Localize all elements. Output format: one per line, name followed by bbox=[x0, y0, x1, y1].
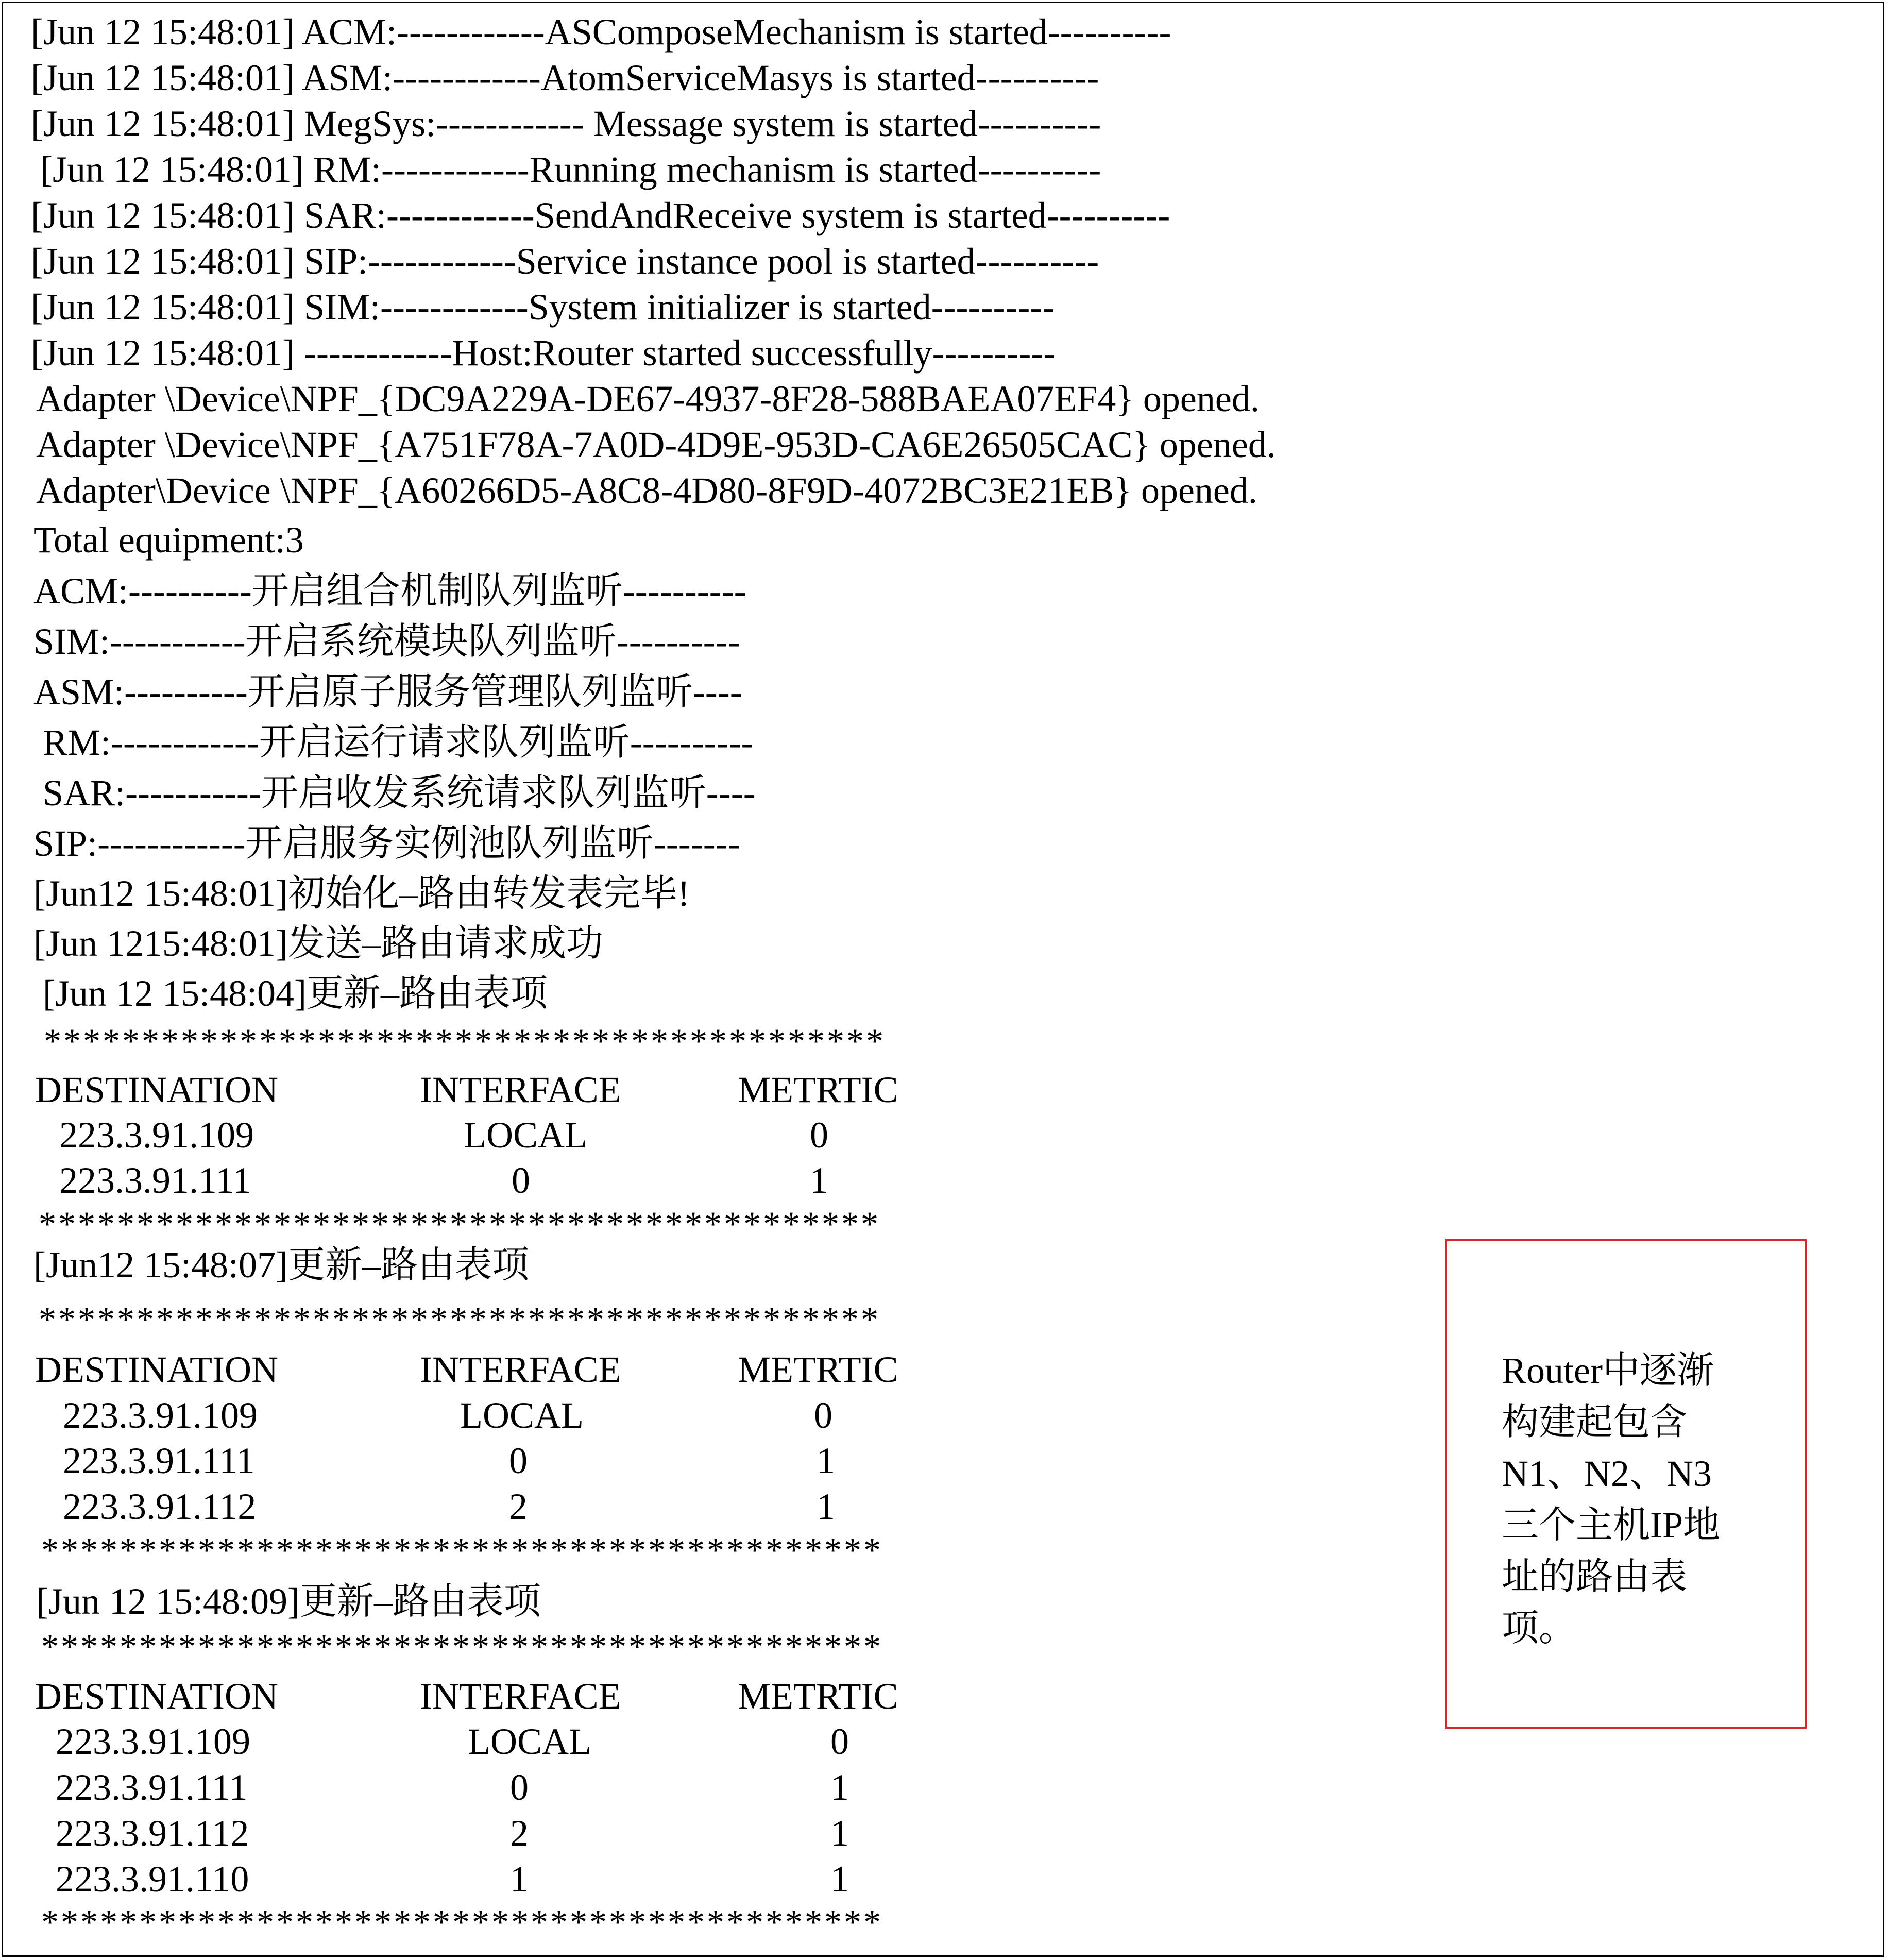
table-cell: 0 bbox=[810, 1114, 828, 1156]
log-line: ACM:----------开启组合机制队列监听---------- bbox=[33, 570, 746, 612]
table-cell: LOCAL bbox=[460, 1395, 584, 1436]
separator: ******************************************* bbox=[39, 1299, 880, 1339]
log-line: [Jun 12 15:48:01] ACM:------------ASComposeMechanism is started---------- bbox=[31, 11, 1171, 53]
log-line: [Jun 12 15:48:04]更新–路由表项 bbox=[33, 973, 548, 1014]
column-header-interface: INTERFACE bbox=[420, 1069, 621, 1110]
log-line: [Jun 12 15:48:01] SAR:------------SendAndReceive system is started---------- bbox=[31, 195, 1170, 236]
log-line: Total equipment:3 bbox=[33, 519, 304, 561]
table-cell: 223.3.91.109 bbox=[59, 1114, 254, 1156]
table-cell: 1 bbox=[817, 1486, 835, 1527]
log-line: [Jun 12 15:48:01] RM:------------Running mechanism is started---------- bbox=[31, 149, 1101, 190]
log-line: [Jun 12 15:48:01] SIP:------------Service instance pool is started---------- bbox=[31, 241, 1099, 282]
separator: ******************************************* bbox=[39, 1204, 880, 1243]
table-cell: 1 bbox=[830, 1813, 849, 1854]
separator: ******************************************* bbox=[44, 1021, 886, 1060]
column-header-destination: DESTINATION bbox=[35, 1069, 278, 1110]
table-cell: 0 bbox=[814, 1395, 832, 1436]
table-cell: 2 bbox=[510, 1813, 529, 1854]
table-cell: 223.3.91.111 bbox=[63, 1440, 255, 1481]
table-cell: 0 bbox=[510, 1767, 529, 1808]
log-line: [Jun 12 15:48:09]更新–路由表项 bbox=[36, 1581, 541, 1622]
table-cell: 223.3.91.111 bbox=[56, 1767, 248, 1808]
table-cell: 1 bbox=[510, 1858, 529, 1900]
table-cell: 223.3.91.112 bbox=[63, 1486, 257, 1527]
log-line: [Jun 1215:48:01]发送–路由请求成功 bbox=[33, 923, 603, 964]
table-cell: 1 bbox=[830, 1767, 849, 1808]
log-line: Adapter\Device \NPF_{A60266D5-A8C8-4D80-8F9D-4072BC3E21EB} opened. bbox=[36, 470, 1257, 511]
log-line: [Jun12 15:48:01]初始化–路由转发表完毕! bbox=[33, 873, 690, 914]
log-line: [Jun12 15:48:07]更新–路由表项 bbox=[33, 1244, 529, 1286]
log-line: SIM:-----------开启系统模块队列监听---------- bbox=[33, 621, 740, 662]
column-header-metric: METRTIC bbox=[738, 1069, 898, 1110]
log-line: [Jun 12 15:48:01] ASM:------------AtomServiceMasys is started---------- bbox=[31, 57, 1099, 98]
log-line: [Jun 12 15:48:01] ------------Host:Router started successfully---------- bbox=[31, 332, 1056, 374]
table-cell: 223.3.91.110 bbox=[56, 1858, 249, 1900]
table-cell: 1 bbox=[817, 1440, 835, 1481]
column-header-metric: METRTIC bbox=[738, 1676, 898, 1717]
column-header-destination: DESTINATION bbox=[35, 1676, 278, 1717]
table-cell: LOCAL bbox=[464, 1114, 587, 1156]
table-cell: 223.3.91.112 bbox=[56, 1813, 249, 1854]
table-cell: 0 bbox=[830, 1721, 849, 1762]
table-cell: 223.3.91.111 bbox=[59, 1160, 251, 1201]
table-cell: 2 bbox=[509, 1486, 528, 1527]
log-line: Adapter \Device\NPF_{DC9A229A-DE67-4937-8F28-588BAEA07EF4} opened. bbox=[36, 378, 1260, 419]
column-header-interface: INTERFACE bbox=[420, 1676, 621, 1717]
table-cell: 1 bbox=[810, 1160, 828, 1201]
table-cell: 0 bbox=[512, 1160, 530, 1201]
log-line: Adapter \Device\NPF_{A751F78A-7A0D-4D9E-953D-CA6E26505CAC} opened. bbox=[36, 424, 1276, 465]
table-cell: 0 bbox=[509, 1440, 528, 1481]
log-line: [Jun 12 15:48:01] MegSys:------------ Message system is started---------- bbox=[31, 103, 1101, 144]
table-cell: LOCAL bbox=[468, 1721, 591, 1762]
column-header-metric: METRTIC bbox=[738, 1349, 898, 1390]
separator: ******************************************* bbox=[41, 1902, 883, 1941]
log-line: SIP:------------开启服务实例池队列监听------- bbox=[33, 823, 740, 864]
table-cell: 1 bbox=[830, 1858, 849, 1900]
log-line: RM:------------开启运行请求队列监听---------- bbox=[33, 722, 754, 763]
log-line: [Jun 12 15:48:01] SIM:------------System initializer is started---------- bbox=[31, 286, 1055, 328]
separator: ******************************************* bbox=[41, 1530, 883, 1569]
column-header-destination: DESTINATION bbox=[35, 1349, 278, 1390]
log-line: SAR:-----------开启收发系统请求队列监听---- bbox=[33, 772, 756, 814]
log-line: ASM:----------开启原子服务管理队列监听---- bbox=[33, 671, 742, 713]
column-header-interface: INTERFACE bbox=[420, 1349, 621, 1390]
annotation-text: Router中逐渐 构建起包含 N1、N2、N3 三个主机IP地 址的路由表 项。 bbox=[1502, 1350, 1721, 1649]
separator: ******************************************* bbox=[41, 1627, 883, 1666]
table-cell: 223.3.91.109 bbox=[56, 1721, 250, 1762]
table-cell: 223.3.91.109 bbox=[63, 1395, 258, 1436]
